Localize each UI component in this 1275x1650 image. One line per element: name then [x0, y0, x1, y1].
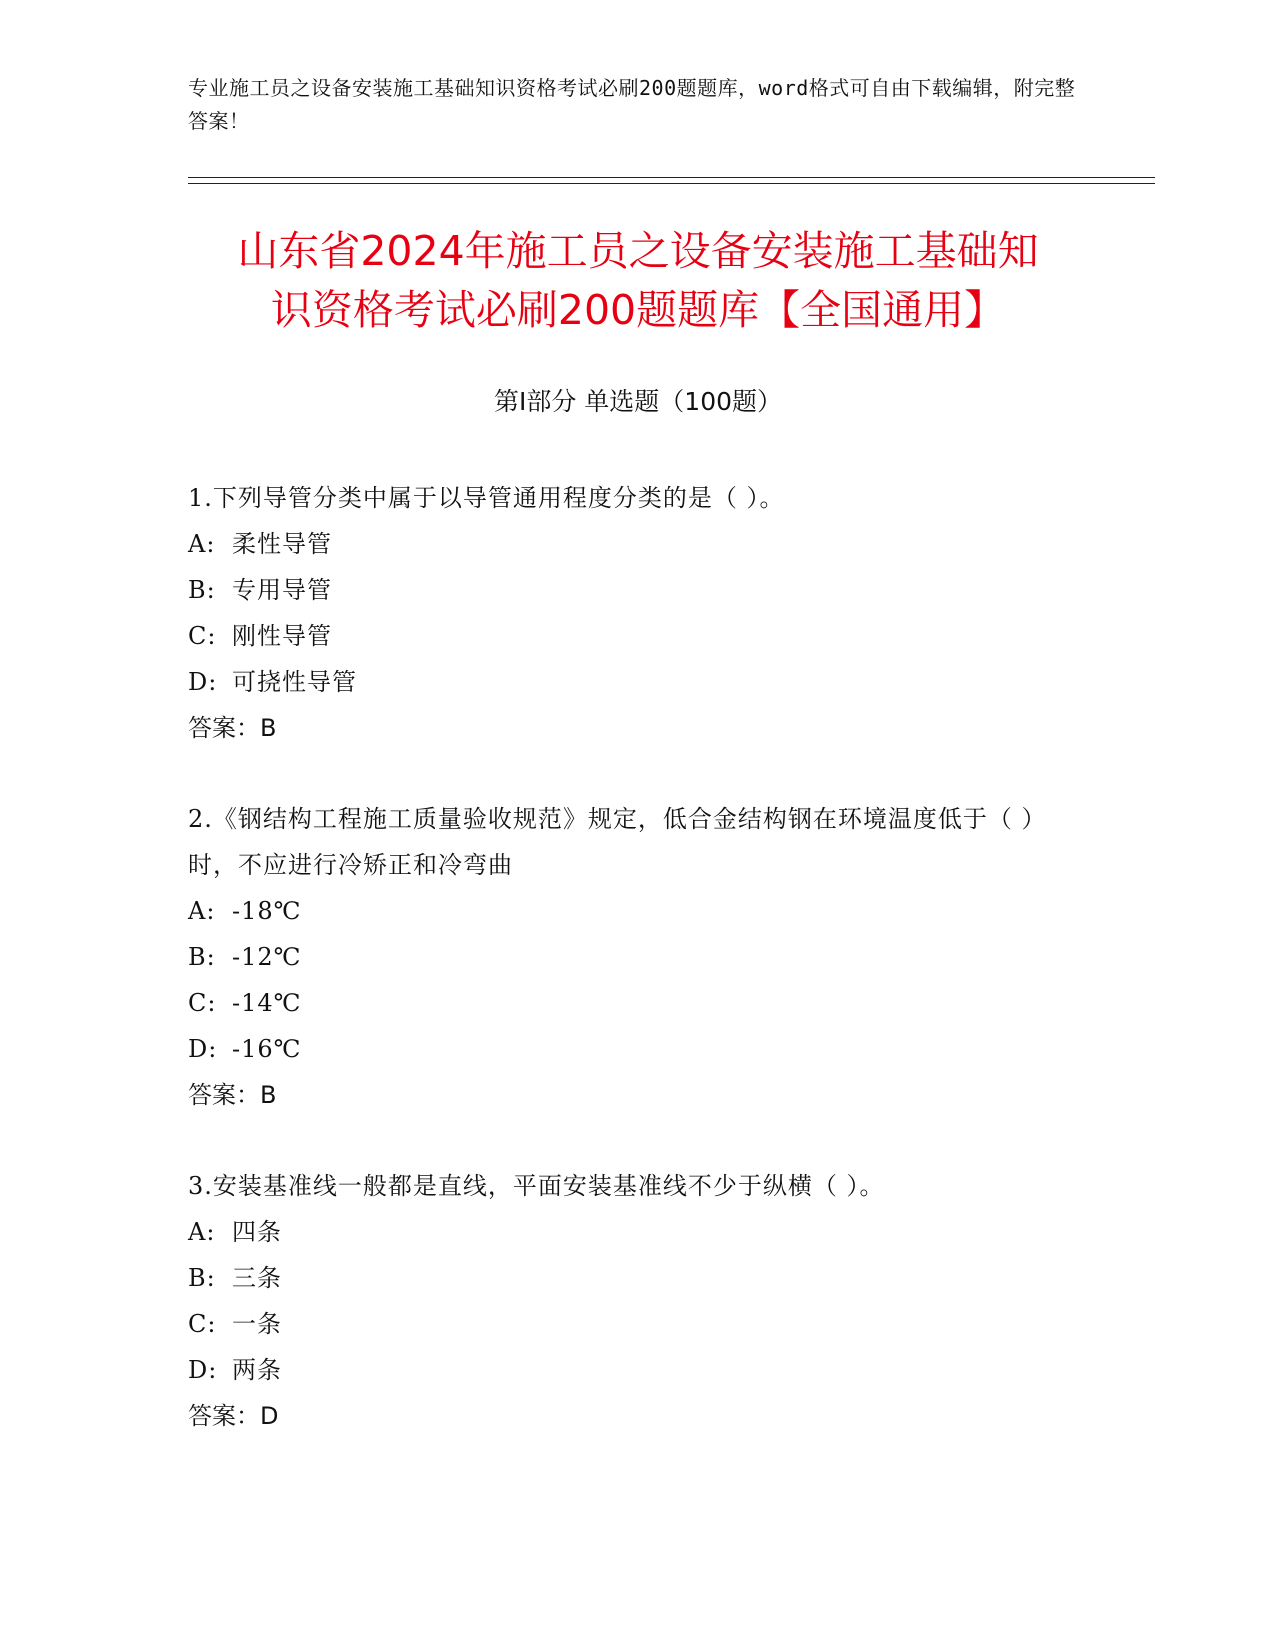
question-1: [188, 475, 1088, 751]
option-text: -18℃: [232, 897, 302, 925]
question-stem: 2.《钢结构工程施工质量验收规范》规定，低合金结构钢在环境温度低于（ ）时，不应进行冷矫正和冷弯曲: [188, 805, 1047, 879]
option-letter: C:: [188, 989, 217, 1017]
option-text: 柔性导管: [232, 530, 332, 558]
header-divider-bottom: [188, 183, 1155, 184]
option-text: 三条: [232, 1264, 282, 1292]
header-note: 专业施工员之设备安装施工基础知识资格考试必刷200题题库，word格式可自由下载编辑，附完整答案！: [188, 76, 1076, 133]
document-title: [188, 222, 1088, 340]
question-2: [188, 796, 1088, 1118]
option-c: [188, 980, 1088, 1026]
option-text: -12℃: [232, 943, 302, 971]
option-text: -14℃: [232, 989, 302, 1017]
option-letter: A:: [188, 897, 216, 925]
answer: 答案：B: [188, 1081, 277, 1109]
option-letter: D:: [188, 1035, 218, 1063]
option-letter: A:: [188, 530, 216, 558]
option-text: 一条: [232, 1310, 282, 1338]
section-heading: 第Ⅰ部分 单选题（100题）: [493, 387, 783, 416]
option-text: 四条: [232, 1218, 282, 1246]
option-a: [188, 1209, 1088, 1255]
option-letter: B:: [188, 576, 216, 604]
answer: 答案：D: [188, 1402, 279, 1430]
option-a: [188, 521, 1088, 567]
document-title-line-1: 山东省2024年施工员之设备安装施工基础知: [237, 227, 1039, 275]
option-b: [188, 567, 1088, 613]
header-divider-top: [188, 177, 1155, 178]
option-letter: C:: [188, 1310, 217, 1338]
option-c: [188, 613, 1088, 659]
option-d: [188, 659, 1088, 705]
option-letter: D:: [188, 1356, 218, 1384]
question-3: [188, 1163, 1088, 1439]
option-letter: D:: [188, 668, 218, 696]
document-title-line-2: 识资格考试必刷200题题库【全国通用】: [270, 286, 1006, 334]
option-b: [188, 1255, 1088, 1301]
option-text: 可挠性导管: [232, 668, 357, 696]
option-text: 刚性导管: [232, 622, 332, 650]
question-stem: 3.安装基准线一般都是直线，平面安装基准线不少于纵横（ ）。: [188, 1172, 885, 1200]
option-d: [188, 1347, 1088, 1393]
option-a: [188, 888, 1088, 934]
option-text: 专用导管: [232, 576, 332, 604]
option-letter: A:: [188, 1218, 216, 1246]
option-text: -16℃: [232, 1035, 302, 1063]
option-d: [188, 1026, 1088, 1072]
option-letter: B:: [188, 1264, 216, 1292]
answer: 答案：B: [188, 714, 277, 742]
option-b: [188, 934, 1088, 980]
option-letter: B:: [188, 943, 216, 971]
question-list: [188, 475, 1088, 1484]
option-c: [188, 1301, 1088, 1347]
option-letter: C:: [188, 622, 217, 650]
question-stem: 1.下列导管分类中属于以导管通用程度分类的是（ ）。: [188, 484, 785, 512]
option-text: 两条: [232, 1356, 282, 1384]
